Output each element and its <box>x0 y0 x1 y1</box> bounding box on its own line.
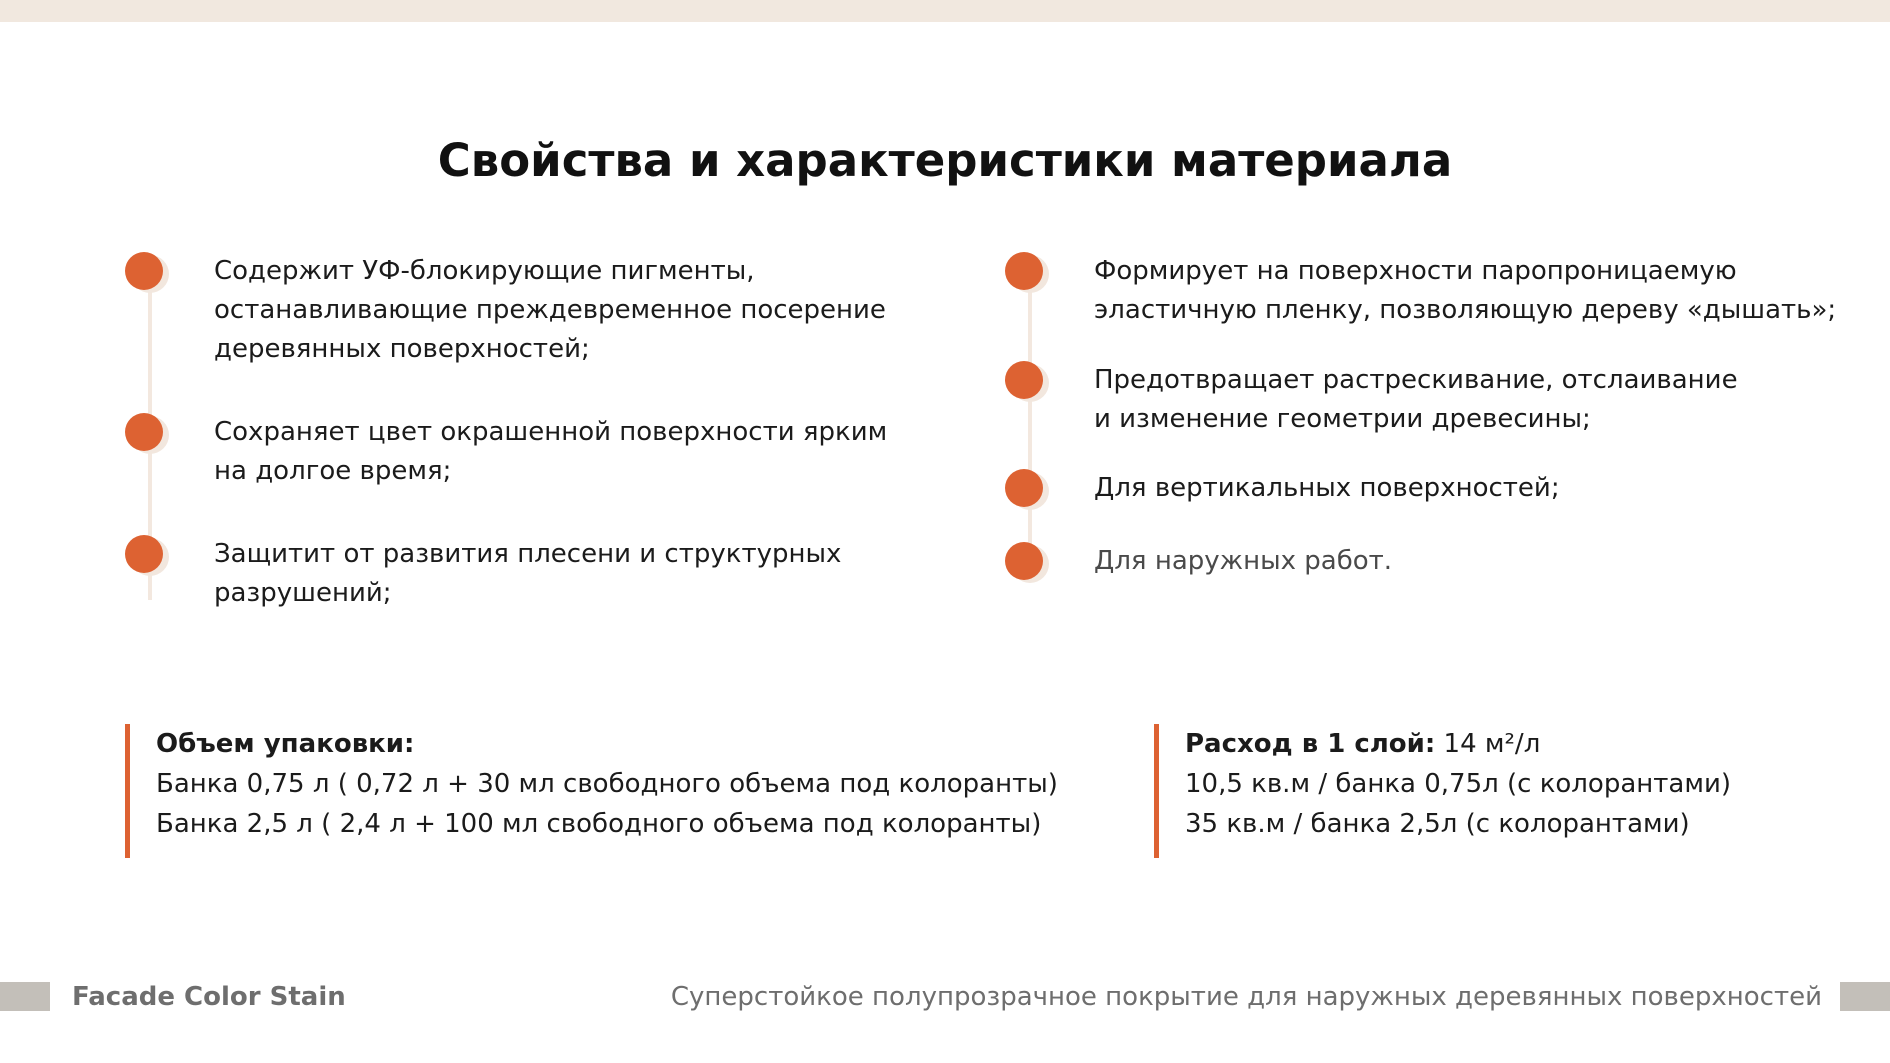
feature-text: Содержит УФ-блокирующие пигменты, останавливающие преждевременное посерение деревянных поверхностей; <box>214 256 886 364</box>
bullet-dot <box>1005 542 1049 586</box>
consumption-header-row <box>1185 724 1874 764</box>
bullet-dot <box>125 252 169 296</box>
consumption-heading: Расход в 1 слой: <box>1185 729 1436 759</box>
bullet-dot <box>125 535 169 579</box>
footer-tagline: Суперстойкое полупрозрачное покрытие для наружных деревянных поверхностей <box>670 982 1822 1012</box>
consumption-value: 14 м²/л <box>1435 729 1541 759</box>
features-right <box>1000 250 1860 590</box>
feature-text: Сохраняет цвет окрашенной поверхности ярким на долгое время; <box>214 417 888 486</box>
features-left <box>120 250 940 630</box>
consumption-line: 10,5 кв.м / банка 0,75л (с колорантами) <box>1185 769 1731 799</box>
timeline-line <box>1028 270 1032 575</box>
packaging-info <box>125 724 1058 858</box>
feature-text: Для вертикальных поверхностей; <box>1094 473 1560 503</box>
page-title: Свойства и характеристики материала <box>437 134 1453 187</box>
footer-accent-bar <box>0 982 50 1011</box>
bullet-dot <box>1005 252 1049 296</box>
feature-text: Защитит от развития плесени и структурных разрушений; <box>214 539 842 608</box>
consumption-info <box>1154 724 1874 858</box>
footer-brand: Facade Color Stain <box>72 982 346 1012</box>
feature-text: Предотвращает растрескивание, отслаивание и изменение геометрии древесины; <box>1094 365 1738 434</box>
feature-text: Для наружных работ. <box>1094 546 1393 576</box>
top-band <box>0 0 1890 22</box>
packaging-line: Банка 0,75 л ( 0,72 л + 30 мл свободного объема под колоранты) <box>156 769 1058 799</box>
bullet-dot <box>1005 361 1049 405</box>
consumption-line: 35 кв.м / банка 2,5л (с колорантами) <box>1185 809 1690 839</box>
feature-text: Формирует на поверхности паропроницаемую эластичную пленку, позволяющую дереву «дышать»; <box>1094 256 1837 325</box>
bullet-dot <box>1005 469 1049 513</box>
packaging-line: Банка 2,5 л ( 2,4 л + 100 мл свободного объема под колоранты) <box>156 809 1042 839</box>
footer-accent-bar <box>1840 982 1890 1011</box>
packaging-heading: Объем упаковки: <box>156 729 415 759</box>
bullet-dot <box>125 413 169 457</box>
